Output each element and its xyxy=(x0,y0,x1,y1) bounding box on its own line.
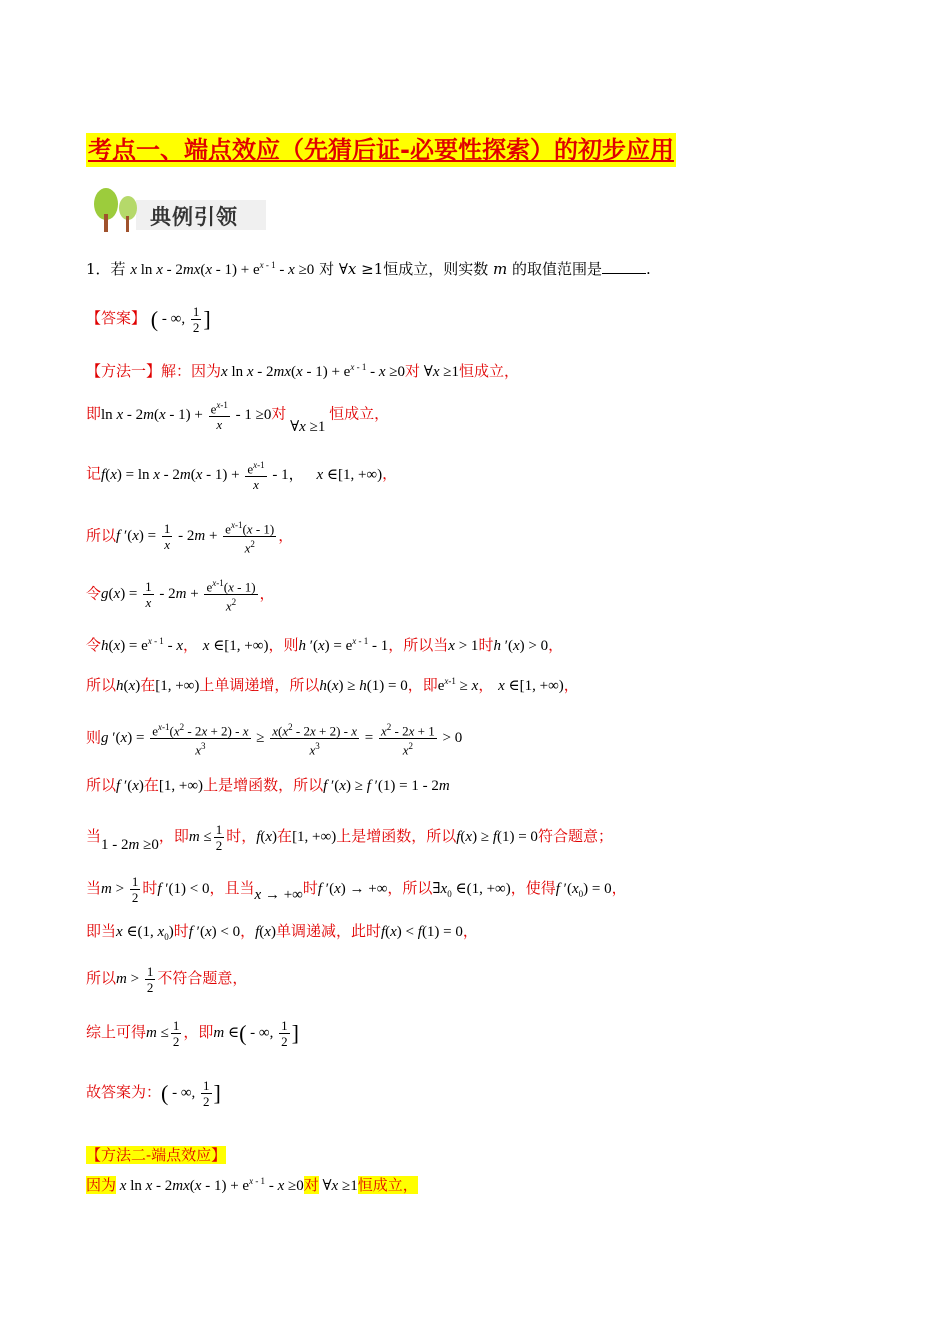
m1-l14a: 综上可得 xyxy=(86,1022,147,1041)
m1-l1a: 解：因为 xyxy=(161,362,222,380)
m1-l10d: 在 xyxy=(277,826,293,845)
m1-line-1: 【方法一】解：因为x $\ln x - 2mx(x - 1) + e^{x - 1} - x \ge 0$对 ∀x ≥1恒成立， xyxy=(86,362,519,380)
banner-label: 典例引领 xyxy=(150,205,238,229)
m1-l8a: 则 xyxy=(86,728,102,747)
m1-l4a: 所以 xyxy=(86,526,117,545)
m1-line-10: 当1 - 2m ≥0，即m ≤ $\frac{1}{2}$ 时，f(x)在[1, +∞)上是增函数，所以f(x) ≥ f(1) = 0符合题意； xyxy=(86,822,613,853)
m1-l11b: 时 xyxy=(142,878,158,897)
m1-l6d: 时 xyxy=(478,636,494,654)
problem-end: . xyxy=(646,260,651,278)
m1-line-11: 当m > $\frac{1}{2}$ 时f ′(1) < 0，且当x → +∞时f ′(x) → +∞，所以$\exists x_0$ ∈(1, +∞)，使得f $'(x_0) = 0$， xyxy=(86,874,627,905)
m1-l12d: 单调递减，此时 xyxy=(275,922,381,940)
m1-l9b: 在 xyxy=(143,776,159,794)
m1-l2b: 对 xyxy=(271,404,287,423)
m1-l12c: ， xyxy=(240,922,256,940)
m1-line-12: 即当x ∈(1, $x_0$)时f ′(x) < 0，f(x)单调递减，此时f(x) < f(1) = 0， xyxy=(86,922,478,942)
m1-l6c: ，所以当 xyxy=(388,636,449,654)
m1-l13a: 所以 xyxy=(86,968,117,987)
m1-l6b: ，则 xyxy=(268,636,299,654)
m2-line-1: 因为 x $\ln x - 2mx(x - 1) + e^{x - 1} - x \ge 0$对 ∀x ≥1恒成立， xyxy=(86,1176,418,1194)
m1-line-4: 所以f ′(x) = $\frac{1}{x}$ - 2m + $\frac{e^{x-1}(x - 1)}{x^2}$ ， xyxy=(86,520,294,556)
answer-blank xyxy=(602,259,646,274)
m2-l1c: 恒成立， xyxy=(357,1176,418,1194)
m1-line-3: 记f(x) = ln x - 2m(x - 1) + $\frac{e^{x-1}}{x}$ - 1， x ∈[1, +∞)， xyxy=(86,460,398,493)
m1-line-8: 则g ′(x) = $\frac{e^{x-1}(x^2 - 2x + 2) - x}{x^3}$ ≥ $\frac{x(x^2 - 2x + 2) - x}{x^3}$ = $\frac{x^2 - 2x + 1}{x^2}$ > 0 xyxy=(86,722,463,758)
m1-l3a: 记 xyxy=(86,464,102,483)
m1-line-6: 令$h(x) = e^{x - 1} - x$， x ∈[1, +∞)，则h $'(x) = e^{x - 1} - 1$，所以当x > 1时h ′(x) > 0， xyxy=(86,636,564,654)
m1-line-9: 所以f ′(x)在[1, +∞)上是增函数，所以f ′(x) ≥ f ′(1) = 1 - 2m xyxy=(86,776,450,794)
m1-line-7: 所以h(x)在[1, +∞)上单调递增，所以h(x) ≥ h(1) = 0，即$e^{x-1} \ge x$， x ∈[1, +∞)， xyxy=(86,676,579,694)
m1-l15a: 故答案为： xyxy=(86,1082,162,1101)
m1-l9a: 所以 xyxy=(86,776,117,794)
m1-l11e: ，所以 xyxy=(387,878,433,897)
m1-l10c: 时， xyxy=(226,826,257,845)
m1-l10b: ，即 xyxy=(158,826,189,845)
method1-label: 【方法一】 xyxy=(86,362,162,380)
m1-l7d: ，即 xyxy=(407,676,438,694)
m1-l6a: 令 xyxy=(86,636,102,654)
m1-l2c: 恒成立， xyxy=(329,404,390,423)
m1-line-15: 故答案为：( - ∞, $\frac{1}{2}$ ] xyxy=(86,1078,221,1109)
m1-line-13: 所以m > $\frac{1}{2}$ 不符合题意， xyxy=(86,964,248,995)
m1-l11a: 当 xyxy=(86,878,102,897)
m1-l5a: 令 xyxy=(86,584,102,603)
m2-label-line xyxy=(86,1144,226,1166)
problem-number: 1． xyxy=(86,260,111,278)
section-title: 考点一、端点效应（先猜后证-必要性探索）的初步应用 xyxy=(86,133,676,167)
m1-l12b: 时 xyxy=(173,922,189,940)
m1-l9c: 上是增函数，所以 xyxy=(203,776,324,794)
m1-line-14: 综上可得m ≤ $\frac{1}{2}$ ，即m ∈( - ∞, $\frac{1}{2}$ ] xyxy=(86,1018,299,1049)
m1-l2a: 即 xyxy=(86,404,102,423)
m1-line-5: 令g(x) = $\frac{1}{x}$ - 2m + $\frac{e^{x-1}(x - 1)}{x^2}$ ， xyxy=(86,578,275,614)
m1-l14b: ，即 xyxy=(183,1022,214,1041)
m1-l11c: ，且当 xyxy=(209,878,255,897)
m2-l1a: 因为 xyxy=(86,1176,117,1194)
m1-l10e: 上是增函数，所以 xyxy=(336,826,457,845)
m1-l7b: 在 xyxy=(140,676,156,694)
method2-label: 【方法二-端点效应】 xyxy=(86,1146,227,1164)
m1-l1b: 对 xyxy=(404,362,420,380)
m1-l13b: 不符合题意， xyxy=(157,968,248,987)
m1-l1c: 恒成立， xyxy=(458,362,519,380)
answer-line: 【答案】 ( - ∞, $\frac{1}{2}$ ] xyxy=(86,304,211,335)
m1-l10a: 当 xyxy=(86,826,102,845)
m1-l10f: 符合题意； xyxy=(537,826,613,845)
problem-var: m xyxy=(493,260,508,278)
m1-l11f: ，使得 xyxy=(510,878,556,897)
m1-l12a: 即当 xyxy=(86,922,117,940)
m1-l7a: 所以 xyxy=(86,676,117,694)
m1-l7c: 上单调递增，所以 xyxy=(199,676,320,694)
problem-prefix: 若 xyxy=(110,260,126,278)
answer-label: 【答案】 xyxy=(86,308,147,327)
m1-l11d: 时 xyxy=(302,878,318,897)
m2-l1b: 对 xyxy=(303,1176,319,1194)
m1-line-2: 即ln x - 2m(x - 1) + $\frac{e^{x-1}}{x}$ - 1 ≥0对 ∀x ≥1 恒成立， xyxy=(86,400,390,435)
problem-line: 1．若 x $\ln x - 2mx(x - 1) + e^{x - 1} - x \ge 0$ 对 ∀x ≥1恒成立，则实数 m 的取值范围是 . xyxy=(86,260,651,278)
